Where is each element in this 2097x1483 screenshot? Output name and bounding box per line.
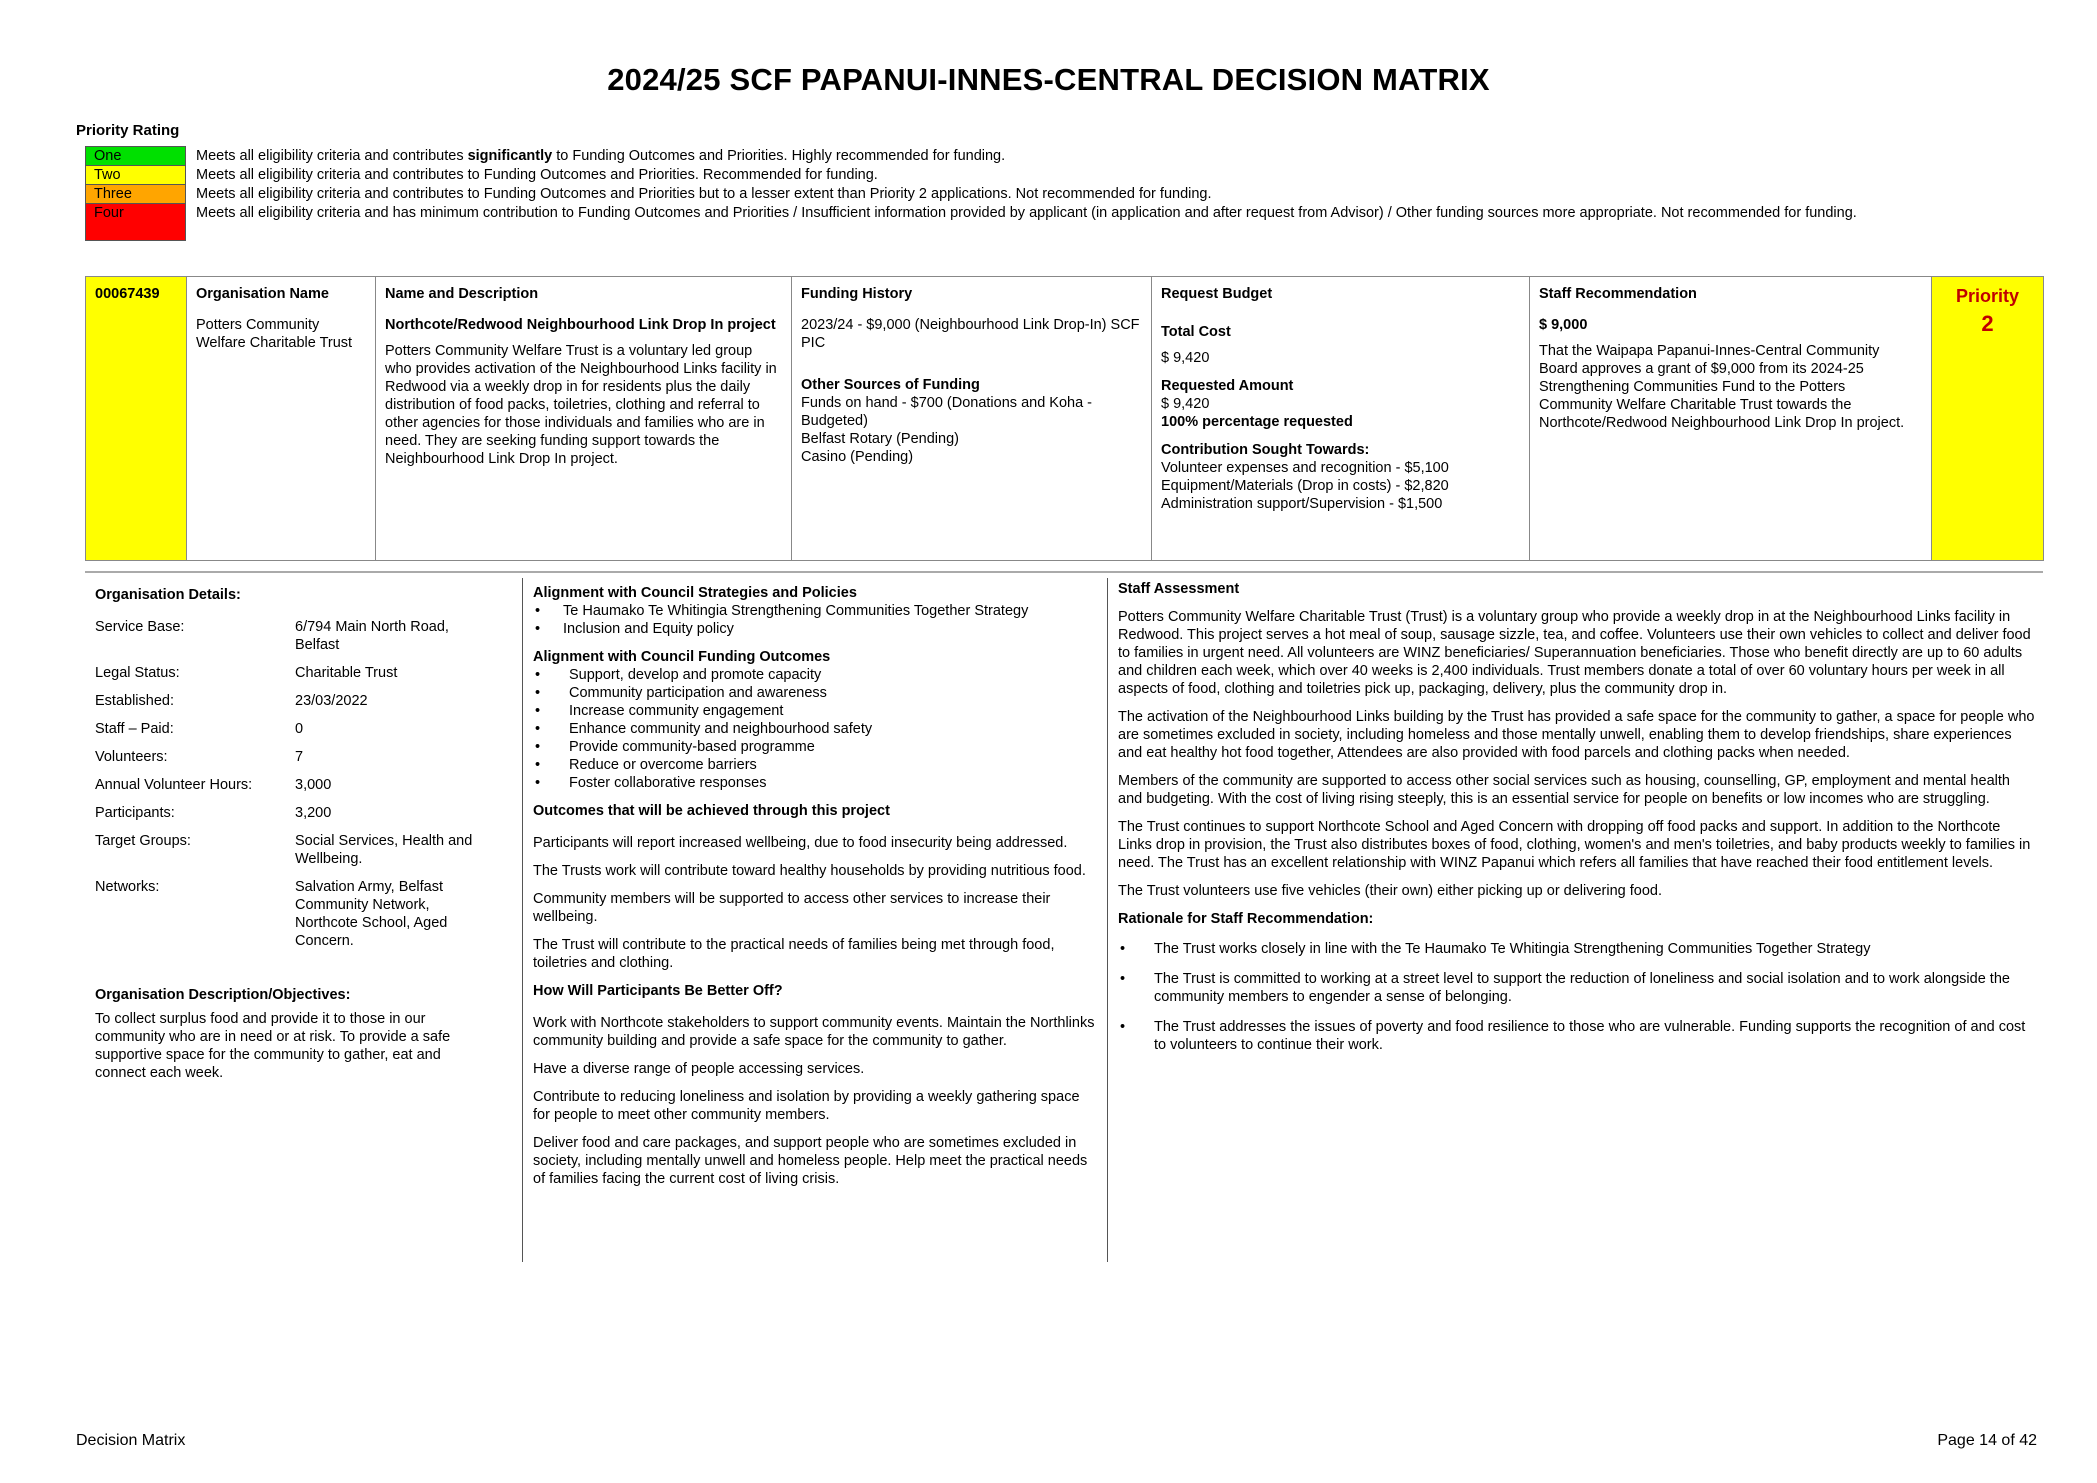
priority-row-two [86,166,2025,185]
detail-key: Target Groups: [95,833,191,849]
percentage-requested: 100% percentage requested [1161,414,1353,430]
alignment-column [522,578,1108,1262]
strategies-list [533,602,1097,638]
detail-key: Service Base: [95,619,185,635]
detail-key: Legal Status: [95,665,180,681]
funding-history: 2023/24 - $9,000 (Neighbourhood Link Drop-In) SCF PIC [801,317,1140,351]
list-item: • The Trust is committed to working at a street level to support the reduction of loneliness and social isolation and to work alongside the community members to engender a sense of belonging. [1118,970,2038,1006]
priority-value: 2 [1981,311,1994,336]
staff-assessment-column [1118,578,2038,1066]
total-cost-label: Total Cost [1161,324,1231,340]
assessment-paragraph: The Trust continues to support Northcote School and Aged Concern with dropping off food packs and support. In addition to the Northcote Links drop in provision, the Trust also distributes boxes of food, clothing, women's and men's toiletries, and baby products weekly to families in need. The Trust has an excellent relationship with WINZ Papanui which refers all families that have reached their food entitlement levels. [1118,819,2031,871]
detail-key: Participants: [95,805,175,821]
better-off-item: Have a diverse range of people accessing services. [533,1061,865,1077]
organisation-name-header: Organisation Name [196,286,329,302]
staff-recommendation-cell [1530,277,1932,561]
achieved-outcomes-heading: Outcomes that will be achieved through this project [533,803,890,819]
total-cost-value: $ 9,420 [1161,350,1210,366]
achieved-outcome: The Trust will contribute to the practical needs of families being met through food, toiletries and clothing. [533,937,1055,971]
rationale-list [1118,940,2038,1054]
detail-value: Salvation Army, Belfast Community Network, Northcote School, Aged Concern. [295,879,448,949]
priority-cell [1932,277,2044,561]
priority-label-two: Two [86,166,186,185]
organisation-description: To collect surplus food and provide it to those in our community who are in need or at risk. To provide a safe supportive space for the community to gather, eat and connect each week. [95,1011,451,1081]
list-item: • Community participation and awareness [533,684,1097,702]
detail-key: Established: [95,693,174,709]
better-off-item: Work with Northcote stakeholders to support community events. Maintain the Northlinks community building and provide a safe space for the community to gather. [533,1015,1095,1049]
list-item: • Te Haumako Te Whitingia Strengthening Communities Together Strategy [533,602,1097,620]
priority-rating-legend [85,146,2025,241]
funding-history-cell [792,277,1152,561]
contribution-item: Volunteer expenses and recognition - $5,100 [1161,460,1449,476]
application-summary-table [85,276,2044,561]
list-item: • Support, develop and promote capacity [533,666,1097,684]
priority-desc-one: Meets all eligibility criteria and contributes significantly to Funding Outcomes and Priorities. Highly recommended for funding. [196,147,1006,164]
priority-row-three [86,185,2025,204]
priority-rating-heading: Priority Rating [76,122,180,139]
organisation-name-cell [187,277,376,561]
achieved-outcome: Community members will be supported to access other services to increase their wellbeing. [533,891,1051,925]
detail-value: 3,000 [295,777,332,793]
organisation-details-list [95,618,520,950]
project-description: Potters Community Welfare Trust is a voluntary led group who provides activation of the Neighbourhood Links facility in Redwood via a weekly drop in for residents plus the daily distribution of food packs, toiletries, clothing and referral to other agencies for those individuals and families who are in need. They are seeking funding support towards the Neighbourhood Link Drop In project. [385,343,777,467]
detail-key: Staff – Paid: [95,721,174,737]
project-title: Northcote/Redwood Neighbourhood Link Drop In project [385,317,776,333]
page-title: 2024/25 SCF PAPANUI-INNES-CENTRAL DECISION MATRIX [607,62,1490,97]
detail-value: 6/794 Main North Road, Belfast [295,619,449,653]
other-sources-header: Other Sources of Funding [801,377,980,393]
achieved-outcome: Participants will report increased wellbeing, due to food insecurity being addressed. [533,835,1068,851]
list-item: • Foster collaborative responses [533,774,1097,792]
application-id: 00067439 [95,286,160,302]
organisation-description-heading: Organisation Description/Objectives: [95,987,351,1003]
funding-history-header: Funding History [801,286,913,302]
section-divider [85,571,2043,573]
contribution-item: Administration support/Supervision - $1,500 [1161,496,1443,512]
requested-amount-value: $ 9,420 [1161,396,1210,412]
recommendation-amount: $ 9,000 [1539,317,1588,333]
better-off-item: Contribute to reducing loneliness and isolation by providing a weekly gathering space for people to meet other community members. [533,1089,1080,1123]
list-item: • Inclusion and Equity policy [533,620,1097,638]
organisation-details-column [95,578,520,1082]
list-item: • Enhance community and neighbourhood safety [533,720,1097,738]
contribution-item: Equipment/Materials (Drop in costs) - $2,820 [1161,478,1449,494]
staff-recommendation-header: Staff Recommendation [1539,286,1697,302]
assessment-paragraph: Potters Community Welfare Charitable Trust (Trust) is a voluntary group who provide a weekly drop in at the Neighbourhood Links facility in Redwood. This project serves a hot meal of soup, sausage sizzle, tea, and coffee. Volunteers use their own vehicles to collect and deliver food to families in urgent need. All volunteers are WINZ beneficiaries/ Superannuation beneficiaries. Those who benefit directly are up to 60 adults and children each week, which over 40 weeks is 2,400 individuals. Trust members donate a total of over 60 voluntary hours per week in all aspects of food, clothing and toiletries pick up, packaging, delivery, plus the community drop in. [1118,609,2031,697]
detail-value: Charitable Trust [295,665,398,681]
detail-key: Annual Volunteer Hours: [95,777,253,793]
other-source-item: Casino (Pending) [801,449,914,465]
funding-outcomes-list [533,666,1097,792]
priority-row-four [86,204,2025,241]
detail-value: 3,200 [295,805,332,821]
requested-amount-label: Requested Amount [1161,378,1294,394]
project-description-header: Name and Description [385,286,539,302]
detail-value: 0 [295,721,304,737]
better-off-item: Deliver food and care packages, and support people who are sometimes excluded in society, including mentally unwell and homeless people. Help meet the practical needs of families facing the current cost of living crisis. [533,1135,1088,1187]
list-item: • The Trust addresses the issues of poverty and food resilience to those who are vulnerable. Funding supports the recognition of and cost to volunteers to continue their work. [1118,1018,2038,1054]
other-source-item: Belfast Rotary (Pending) [801,431,959,447]
other-source-item: Funds on hand - $700 (Donations and Koha - Budgeted) [801,395,1093,429]
project-description-cell [376,277,792,561]
contribution-label: Contribution Sought Towards: [1161,442,1370,458]
organisation-name: Potters Community Welfare Charitable Trust [196,317,353,351]
recommendation-text: That the Waipapa Papanui-Innes-Central Community Board approves a grant of $9,000 from its 2024-25 Strengthening Communities Fund to the Potters Community Welfare Charitable Trust towards the Northcote/Redwood Neighbourhood Link Drop In project. [1539,343,1905,431]
detail-key: Volunteers: [95,749,168,765]
priority-desc-four: Meets all eligibility criteria and has minimum contribution to Funding Outcomes and Priorities / Insufficient information provided by applicant (in application and after request from Advisor) / Other funding sources more appropriate. Not recommended for funding. [196,204,1857,221]
assessment-paragraph: Members of the community are supported to access other social services such as housing, counselling, GP, employment and mental health and budgeting. With the cost of living rising steeply, this is an essential service for people on benefits or low incomes who are struggling. [1118,773,2010,807]
priority-label-one: One [86,147,186,166]
assessment-paragraph: The Trust volunteers use five vehicles (their own) either picking up or delivering food. [1118,883,1663,899]
footer-page-number: Page 14 of 42 [1937,1432,2037,1449]
assessment-paragraph: The activation of the Neighbourhood Links building by the Trust has provided a safe space for the community to gather, a space for people who are sometimes excluded in society, including homeless and those mentally unwell, enabling them to develop friendships, share experiences and eat healthy hot food together, Attendees are also provided with food parcels and clothing packs when needed. [1118,709,2035,761]
better-off-heading: How Will Participants Be Better Off? [533,983,783,999]
request-budget-header: Request Budget [1161,286,1273,302]
priority-label: Priority [1955,286,2020,306]
footer-document-name: Decision Matrix [76,1432,186,1449]
priority-desc-two: Meets all eligibility criteria and contributes to Funding Outcomes and Priorities. Recommended for funding. [196,166,878,183]
priority-desc-three: Meets all eligibility criteria and contributes to Funding Outcomes and Priorities but to a lesser extent than Priority 2 applications. Not recommended for funding. [196,185,1212,202]
list-item: • Provide community-based programme [533,738,1097,756]
request-budget-cell [1152,277,1530,561]
detail-value: 7 [295,749,304,765]
priority-label-four: Four [86,204,186,241]
list-item: • Reduce or overcome barriers [533,756,1097,774]
staff-assessment-heading: Staff Assessment [1118,581,1240,597]
funding-outcomes-heading: Alignment with Council Funding Outcomes [533,649,831,665]
priority-label-three: Three [86,185,186,204]
detail-key: Networks: [95,879,160,895]
list-item: • Increase community engagement [533,702,1097,720]
priority-row-one [86,147,2025,166]
achieved-outcome: The Trusts work will contribute toward healthy households by providing nutritious food. [533,863,1086,879]
rationale-heading: Rationale for Staff Recommendation: [1118,911,1374,927]
detail-value: 23/03/2022 [295,693,368,709]
detail-value: Social Services, Health and Wellbeing. [295,833,473,867]
application-id-cell [86,277,187,561]
organisation-details-heading: Organisation Details: [95,587,241,603]
strategies-heading: Alignment with Council Strategies and Policies [533,585,857,601]
list-item: • The Trust works closely in line with the Te Haumako Te Whitingia Strengthening Communities Together Strategy [1118,940,2038,958]
